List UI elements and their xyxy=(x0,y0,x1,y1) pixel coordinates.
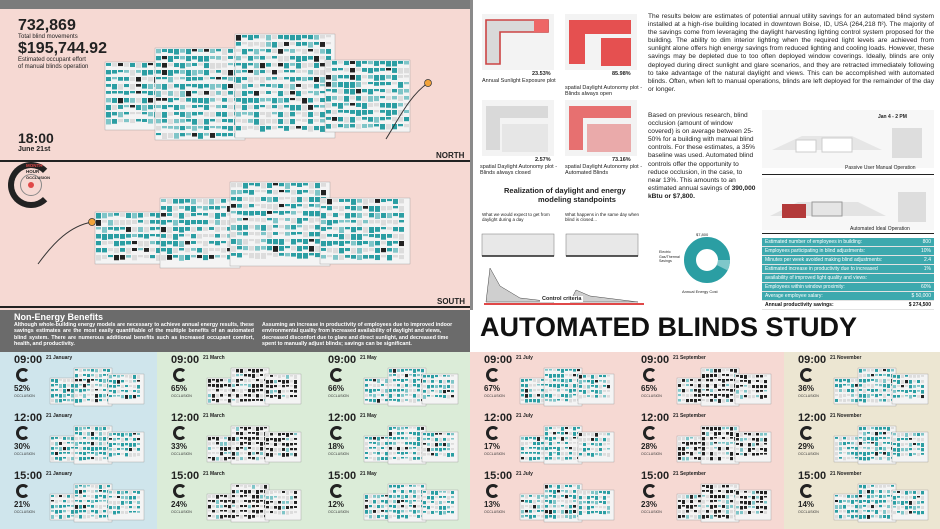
occlusion-dial-icon xyxy=(800,426,814,440)
render-divider xyxy=(762,174,934,175)
occlusion-label: OCCLUSION xyxy=(171,452,192,456)
building-thumbnail xyxy=(48,360,148,410)
productivity-value: $ 274,500 xyxy=(902,301,934,310)
productivity-value: 800 xyxy=(902,238,934,247)
month-label: 21 September xyxy=(673,471,706,477)
auto-render-image xyxy=(762,178,934,230)
occlusion-dial-icon xyxy=(800,484,814,498)
productivity-value xyxy=(902,274,934,283)
time-label: 15:00 xyxy=(484,470,513,482)
month-label: 21 July xyxy=(516,355,533,361)
time-label: 12:00 xyxy=(171,412,200,424)
occlusion-dial-icon xyxy=(173,426,187,440)
occlusion-percent: 24% xyxy=(171,500,188,509)
building-thumbnail xyxy=(205,418,305,468)
occlusion-label: OCCLUSION xyxy=(484,394,505,398)
month-label: 21 September xyxy=(673,355,706,361)
occlusion-dial-icon xyxy=(330,368,344,382)
movements-label: Total blind movements xyxy=(18,34,78,40)
time-label: 15:00 xyxy=(328,470,357,482)
realization-q1: What we would expect to get from daylight during a day xyxy=(482,212,550,222)
occlusion-label: OCCLUSION xyxy=(171,510,192,514)
occlusion-percent: 52% xyxy=(14,384,31,393)
month-label: 21 July xyxy=(516,471,533,477)
building-thumbnail xyxy=(518,418,618,468)
occlusion-percent: 28% xyxy=(641,442,658,451)
non-energy-para-2: Assuming an increase in productivity of employees due to improved indoor environmental quality from increased availability of daylight and views, decreased disconfort due to glare and direct sunlight, and decreased time spent to manually adjust blinds; savings can be significant. xyxy=(262,322,453,347)
realization-heading-1: Realization of daylight and energy xyxy=(504,186,626,195)
occlusion-grid xyxy=(0,352,940,529)
month-label: 21 March xyxy=(203,355,225,361)
occlusion-dial-icon xyxy=(643,426,657,440)
south-label: SOUTH xyxy=(437,297,465,306)
time-label: 09:00 xyxy=(641,354,670,366)
occlusion-dial-icon xyxy=(643,368,657,382)
occlusion-percent: 66% xyxy=(328,384,345,393)
occlusion-percent: 33% xyxy=(171,442,188,451)
productivity-row xyxy=(762,283,934,292)
occlusion-label: OCCLUSION xyxy=(328,510,349,514)
productivity-row xyxy=(762,256,934,265)
occlusion-dial-icon xyxy=(173,484,187,498)
time-label: 09:00 xyxy=(328,354,357,366)
render-manual xyxy=(762,110,934,168)
research-text: Based on previous research, blind occlusion (amount of window covered) is on average between 25-50% for a building with manual blind controls. For these estimates, a 35% baseline was used. Automated blind controls offer the opportunity to reduce occlusion, in the case, to near 13%. This amounts to an estimated annual savings of xyxy=(648,112,756,192)
building-thumbnail xyxy=(362,418,462,468)
donut-top-value: $7,800 xyxy=(696,232,709,237)
building-thumbnail xyxy=(518,360,618,410)
energy-cost-donut xyxy=(683,236,731,284)
building-thumbnail xyxy=(675,418,775,468)
savings-value: $195,744.92 xyxy=(18,40,107,57)
productivity-value: 1% xyxy=(902,265,934,274)
productivity-label: Estimated increase in productivity due to increased xyxy=(762,265,902,274)
legend-savings: Savings xyxy=(659,259,672,264)
plot-sda-closed-pct: 2.57% xyxy=(535,157,551,163)
legend-electric: Electric xyxy=(659,250,671,254)
occlusion-percent: 18% xyxy=(328,442,345,451)
occlusion-dial-icon xyxy=(16,368,30,382)
sda-closed-plan-icon xyxy=(482,100,554,156)
render-divider-2 xyxy=(762,233,934,234)
render-auto-caption: Automated Ideal Operation xyxy=(850,226,910,232)
time-label: 09:00 xyxy=(484,354,513,366)
month-column xyxy=(784,352,940,529)
savings-label-2: of manual blinds operation xyxy=(18,64,89,70)
plot-ase-caption: Annual Sunlight Exposure plot xyxy=(482,78,556,84)
occlusion-label: OCCLUSION xyxy=(641,452,662,456)
plot-sda-auto-pct: 73.16% xyxy=(612,157,631,163)
plot-sda-open xyxy=(565,14,637,74)
occlusion-dial-icon xyxy=(643,484,657,498)
productivity-row xyxy=(762,265,934,274)
north-sun-path xyxy=(380,75,440,145)
occlusion-label: OCCLUSION xyxy=(798,452,819,456)
month-column xyxy=(470,352,627,529)
occlusion-label: OCCLUSION xyxy=(484,452,505,456)
savings-label-1: Estimated occupant effort xyxy=(18,57,86,63)
time-label: 12:00 xyxy=(14,412,43,424)
plot-ase-pct: 23.53% xyxy=(532,71,551,77)
sda-open-plan-icon xyxy=(565,14,637,70)
plot-sda-open-caption: spatial Daylight Autonomy plot - Blinds always open xyxy=(565,85,643,97)
occlusion-percent: 65% xyxy=(641,384,658,393)
donut-legend xyxy=(659,250,680,264)
control-criteria-label: Control criteria xyxy=(542,296,582,302)
month-label: 21 November xyxy=(830,471,862,477)
productivity-label: Annual productivity savings: xyxy=(762,301,902,310)
month-column xyxy=(0,352,157,529)
study-panel xyxy=(470,0,940,352)
plot-sda-auto-caption: spatial Daylight Autonomy plot - Automated Blinds xyxy=(565,164,643,176)
time-label: 09:00 xyxy=(171,354,200,366)
sda-auto-plan-icon xyxy=(565,100,637,156)
productivity-row xyxy=(762,292,934,301)
month-label: 21 November xyxy=(830,413,862,419)
time-label: 15:00 xyxy=(641,470,670,482)
donut-title: Annual Energy Cost xyxy=(682,289,718,294)
occlusion-percent: 12% xyxy=(328,500,345,509)
occlusion-dial-icon xyxy=(173,368,187,382)
occlusion-dial-icon xyxy=(486,426,500,440)
occlusion-percent: 29% xyxy=(798,442,815,451)
non-energy-para-1: Although whole-building energy models are necessary to achieve annual energy results, these savings estimates are the most easily quantifiable of the multiple benefits of an automated blind system. There are numerous additional benefits such as increased occupant comfort, health, and productivity. xyxy=(14,322,254,347)
research-savings: 390,000 kBtu or $7,800. xyxy=(648,184,756,200)
south-rule xyxy=(0,306,470,308)
time-label: 15:00 xyxy=(798,470,827,482)
top-grey-bar xyxy=(0,0,470,9)
occlusion-label: OCCLUSION xyxy=(14,394,35,398)
north-building xyxy=(95,30,425,150)
building-thumbnail xyxy=(48,418,148,468)
occlusion-label: OCCLUSION xyxy=(641,510,662,514)
productivity-row xyxy=(762,274,934,283)
occlusion-dial-icon xyxy=(16,426,30,440)
movements-value: 732,869 xyxy=(18,17,76,34)
time-label: 18:00 xyxy=(18,130,54,146)
building-thumbnail xyxy=(205,360,305,410)
north-south-panel xyxy=(0,0,470,310)
building-thumbnail xyxy=(675,360,775,410)
productivity-value: 10% xyxy=(902,247,934,256)
month-label: 21 May xyxy=(360,413,377,419)
realization-sections xyxy=(480,226,645,306)
time-label: 12:00 xyxy=(328,412,357,424)
productivity-label: availability of improved light quality and views: xyxy=(762,274,902,283)
occlusion-dial-icon xyxy=(330,426,344,440)
date-label: June 21st xyxy=(18,146,51,153)
occlusion-label: OCCLUSION xyxy=(328,394,349,398)
month-column xyxy=(157,352,314,529)
occlusion-label: OCCLUSION xyxy=(328,452,349,456)
render-manual-caption: Passive User Manual Operation xyxy=(845,165,916,171)
occlusion-label: OCCLUSION xyxy=(641,394,662,398)
building-thumbnail xyxy=(362,476,462,526)
productivity-label: Employees within window proximity: xyxy=(762,283,902,292)
occlusion-label: OCCLUSION xyxy=(798,510,819,514)
render-auto xyxy=(762,178,934,230)
occlusion-label: OCCLUSION xyxy=(171,394,192,398)
time-label: 09:00 xyxy=(14,354,43,366)
productivity-value: $ 50,000 xyxy=(902,292,934,301)
building-thumbnail xyxy=(518,476,618,526)
occlusion-dial-icon xyxy=(800,368,814,382)
productivity-label: Employees participating in blind adjustments: xyxy=(762,247,902,256)
control-criteria-rule xyxy=(484,303,644,305)
plot-ase xyxy=(482,14,554,74)
dial-hour: HOUR xyxy=(26,169,40,174)
occlusion-percent: 21% xyxy=(14,500,31,509)
month-column xyxy=(627,352,784,529)
non-energy-heading: Non-Energy Benefits xyxy=(14,312,104,322)
occlusion-percent: 36% xyxy=(798,384,815,393)
occlusion-dial-icon xyxy=(486,484,500,498)
occlusion-percent: 65% xyxy=(171,384,188,393)
occlusion-label: OCCLUSION xyxy=(798,394,819,398)
occlusion-label: OCCLUSION xyxy=(14,510,35,514)
study-title: AUTOMATED BLINDS STUDY xyxy=(480,312,857,342)
time-label: 15:00 xyxy=(171,470,200,482)
occlusion-percent: 30% xyxy=(14,442,31,451)
productivity-label: Minutes per week avoided making blind adjustments: xyxy=(762,256,902,265)
month-label: 21 November xyxy=(830,355,862,361)
time-label: 09:00 xyxy=(798,354,827,366)
time-label: 12:00 xyxy=(484,412,513,424)
building-thumbnail xyxy=(48,476,148,526)
building-thumbnail xyxy=(362,360,462,410)
occlusion-label: OCCLUSION xyxy=(484,510,505,514)
dial-month: MONTH xyxy=(26,163,43,168)
month-label: 21 March xyxy=(203,471,225,477)
time-label: 15:00 xyxy=(14,470,43,482)
month-label: 21 January xyxy=(46,471,73,477)
building-thumbnail xyxy=(832,360,932,410)
occlusion-percent: 14% xyxy=(798,500,815,509)
manual-render-image xyxy=(762,110,934,168)
realization-heading-2: modeling standpoints xyxy=(538,195,616,204)
ase-plan-icon xyxy=(482,14,554,70)
month-label: 21 January xyxy=(46,413,73,419)
dial-center xyxy=(28,182,34,188)
productivity-label: Average employee salary: xyxy=(762,292,902,301)
month-label: 21 March xyxy=(203,413,225,419)
north-rule xyxy=(0,160,470,162)
realization-q2: What happens in the same day when blind is closed... xyxy=(565,212,640,222)
occlusion-percent: 13% xyxy=(484,500,501,509)
render-date: Jan 4 - 2 PM xyxy=(878,114,907,120)
occlusion-dial-icon xyxy=(330,484,344,498)
plot-sda-auto xyxy=(565,100,637,158)
productivity-label: Estimated number of employees in building: xyxy=(762,238,902,247)
month-column xyxy=(314,352,470,529)
time-label: 12:00 xyxy=(798,412,827,424)
productivity-row xyxy=(762,301,934,310)
dial-occlusion: OCCLUSION xyxy=(26,175,50,180)
south-building xyxy=(90,176,420,276)
building-thumbnail xyxy=(675,476,775,526)
month-label: 21 July xyxy=(516,413,533,419)
occlusion-percent: 17% xyxy=(484,442,501,451)
results-paragraph: The results below are estimates of potential annual utility savings for an automated blind system installed at a high-rise building located in downtown Boise, ID, USA (264,218 ft²). The majority of the savings come from leveraging the daylight harvesting lighting control system proposed for the building. The ability to dim interior lighting when the required light levels are achieved from sunlight alone offers high energy savings from reduced lighting and cooling loads. However, these savings may be depleted due to too often deployed window coverings. Ideally, blinds are only deployed during direct sunlight and glare scenarios, and they are retracted immediately following to take advantage of the natural daylight and views. This can be accomplished with automated blinds. Often, when left to manual operations, blinds are left deployed for the remainder of the day or longer. xyxy=(648,13,934,93)
productivity-rows xyxy=(762,238,934,310)
month-label: 21 May xyxy=(360,471,377,477)
productivity-row xyxy=(762,247,934,256)
building-thumbnail xyxy=(832,476,932,526)
south-sun-path xyxy=(30,212,100,272)
legend-gas: Gas/Thermal xyxy=(659,254,680,259)
left-grey-rule xyxy=(470,0,473,310)
productivity-table xyxy=(762,238,934,310)
building-thumbnail xyxy=(205,476,305,526)
month-label: 21 September xyxy=(673,413,706,419)
time-label: 12:00 xyxy=(641,412,670,424)
plot-sda-closed-caption: spatial Daylight Autonomy plot - Blinds always closed xyxy=(480,164,558,176)
building-thumbnail xyxy=(832,418,932,468)
occlusion-percent: 67% xyxy=(484,384,501,393)
north-label: NORTH xyxy=(436,151,465,160)
occlusion-dial-icon xyxy=(16,484,30,498)
non-energy-panel xyxy=(0,310,470,352)
plot-sda-closed xyxy=(482,100,554,158)
month-label: 21 January xyxy=(46,355,73,361)
research-paragraph xyxy=(648,112,756,201)
productivity-value: 2.4 xyxy=(902,256,934,265)
occlusion-label: OCCLUSION xyxy=(14,452,35,456)
productivity-row xyxy=(762,238,934,247)
occlusion-dial-icon xyxy=(486,368,500,382)
month-label: 21 May xyxy=(360,355,377,361)
productivity-value: 60% xyxy=(902,283,934,292)
plot-sda-open-pct: 85.98% xyxy=(612,71,631,77)
occlusion-percent: 23% xyxy=(641,500,658,509)
